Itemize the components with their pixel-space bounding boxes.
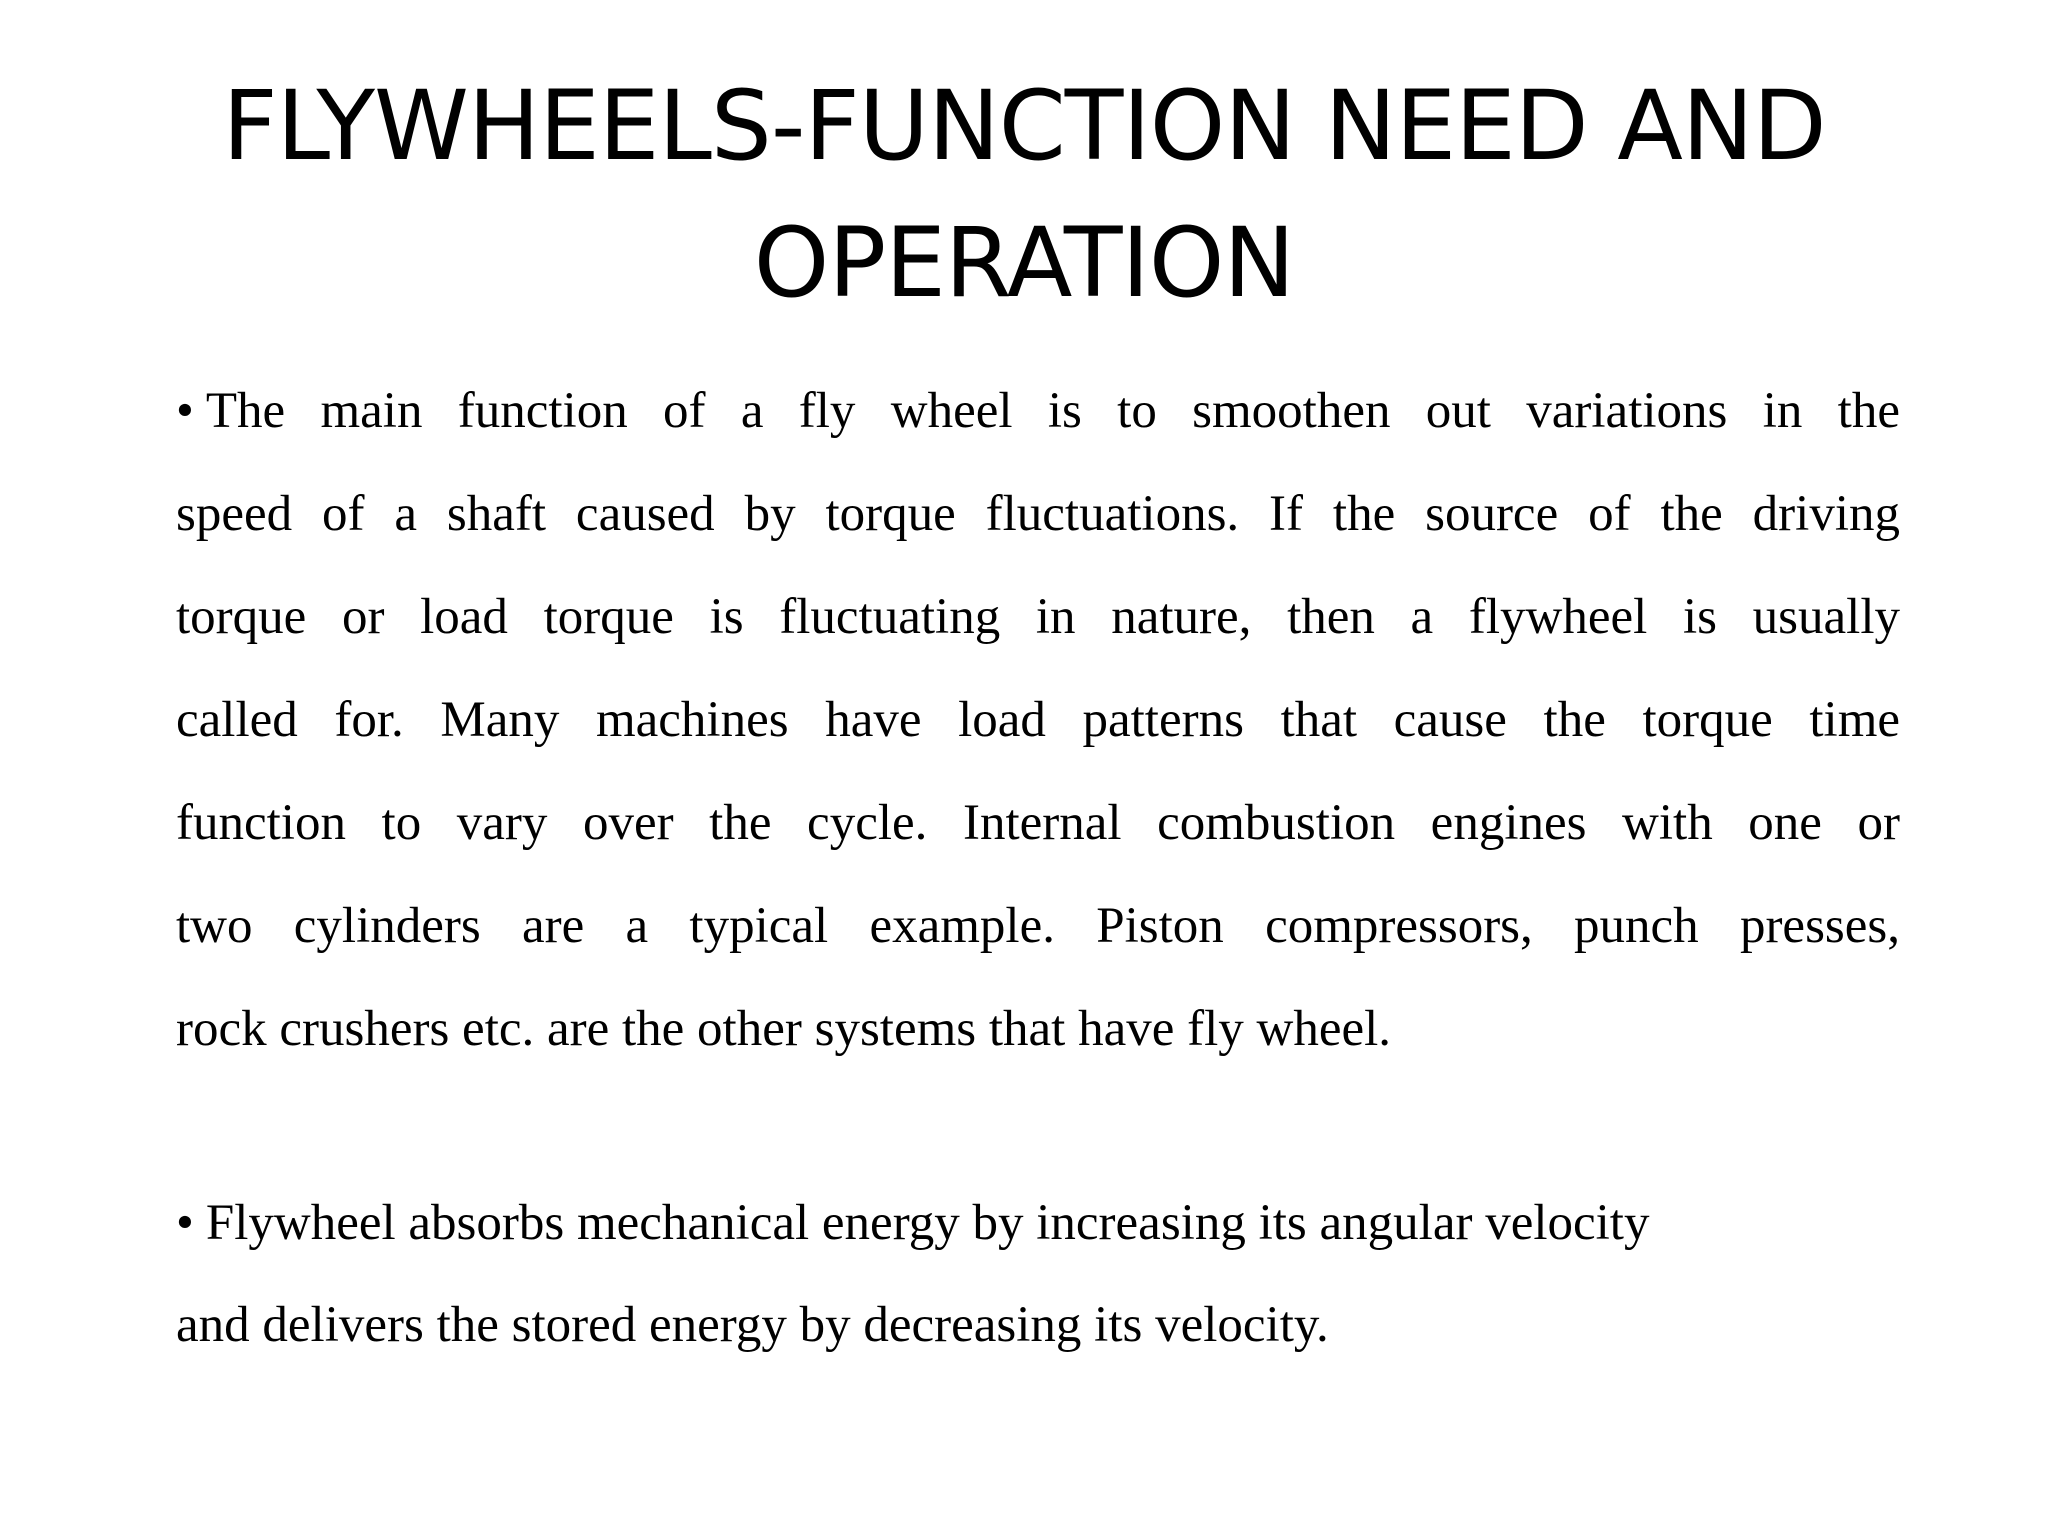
- bullet-2-line-2: and delivers the stored energy by decreasing its velocity.: [176, 1297, 1329, 1353]
- bullet-paragraph-2: [176, 1172, 1866, 1376]
- bullet-1-line-5: function to vary over the cycle. Internal combustion engines with one or: [176, 795, 1900, 851]
- text-line: The main function of a fly wheel is to smoothen out variations in the: [205, 383, 1900, 439]
- bullet-1-line-6: two cylinders are a typical example. Piston compressors, punch presses,: [176, 898, 1900, 954]
- bullet-marker: •: [176, 383, 194, 439]
- bullet-1-line-7: rock crushers etc. are the other systems that have fly wheel.: [176, 1001, 1392, 1057]
- slide-title: FLYWHEELS-FUNCTION NEED AND OPERATION: [222, 70, 1826, 319]
- bullet-1-line-1: [176, 360, 1900, 463]
- bullet-1-line-4: called for. Many machines have load patterns that cause the torque time: [176, 692, 1900, 748]
- bullet-2-line-1: [176, 1172, 1866, 1274]
- bullet-1-line-3: torque or load torque is fluctuating in nature, then a flywheel is usually: [176, 589, 1900, 645]
- bullet-marker: •: [176, 1195, 194, 1251]
- bullet-paragraph-1: [176, 360, 1900, 1081]
- bullet-1-line-2: speed of a shaft caused by torque fluctuations. If the source of the driving: [176, 486, 1900, 542]
- text-line: Flywheel absorbs mechanical energy by increasing its angular velocity: [205, 1195, 1650, 1251]
